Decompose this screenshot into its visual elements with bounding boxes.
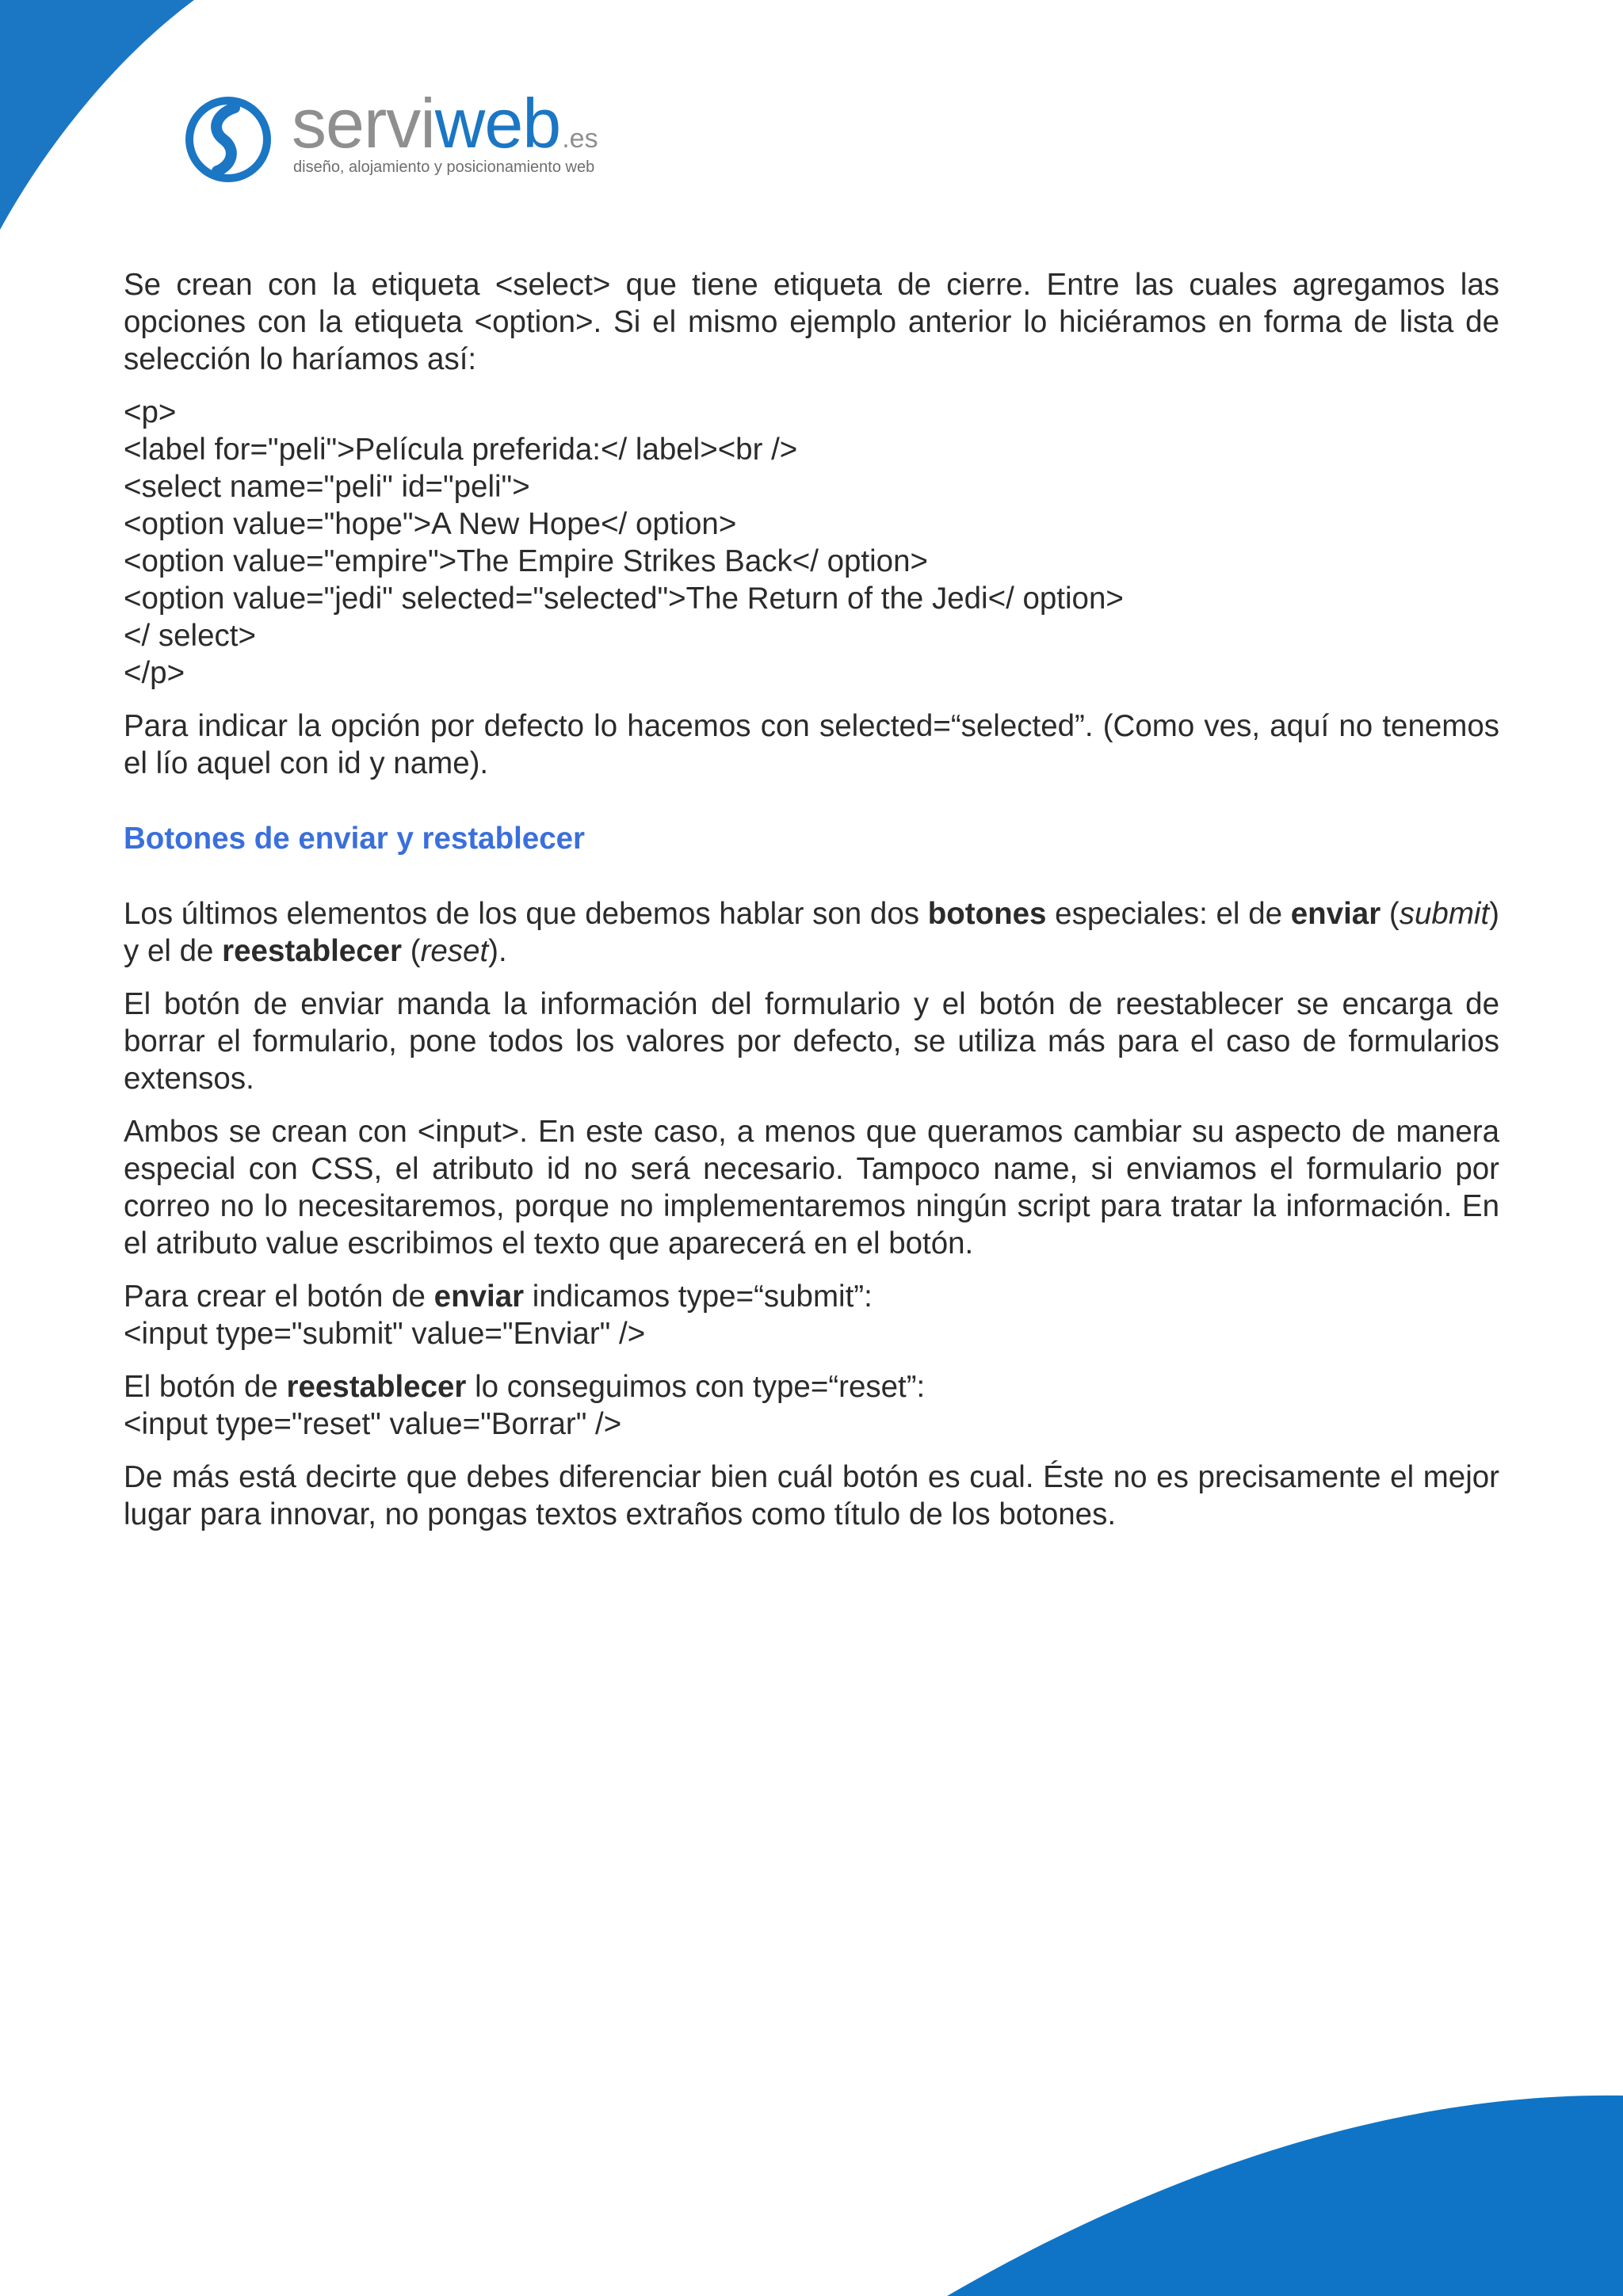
- text-run: Los últimos elementos de los que debemos hablar son dos: [124, 897, 928, 931]
- text-run: ) y el de: [124, 897, 1499, 968]
- reset-paragraph: [124, 1368, 1499, 1443]
- bold-term: enviar: [433, 1280, 525, 1314]
- code-line: </ select>: [124, 619, 256, 653]
- final-paragraph: De más está decirte que debes diferenciar bien cuál botón es cual. Éste no es precisamente el mejor lugar para innovar, no pongas textos extraños como título de los botones.: [124, 1460, 1499, 1531]
- submit-code-line: <input type="submit" value="Enviar" />: [124, 1317, 646, 1351]
- reset-code-line: <input type="reset" value="Borrar" />: [124, 1407, 622, 1441]
- serviweb-logo: [184, 84, 628, 189]
- logo-name-part2: web: [434, 84, 561, 162]
- select-code-example: [124, 394, 1499, 692]
- input-paragraph: Ambos se crean con <input>. En este caso, a menos que queramos cambiar su aspecto de manera especial con CSS, el atributo id no será necesario. Tampoco name, si enviamos el formulario por correo no lo necesitaremos, porque no implementaremos ningún script para tratar la información. En el atributo value escribimos el texto que aparecerá en el botón.: [124, 1115, 1499, 1261]
- section-heading: Botones de enviar y restablecer: [124, 822, 586, 856]
- code-line: <option value="jedi" selected="selected">The Return of the Jedi</ option>: [124, 582, 1124, 616]
- submit-paragraph: [124, 1278, 1499, 1352]
- intro-paragraph: Se crean con la etiqueta <select> que tiene etiqueta de cierre. Entre las cuales agregamos las opciones con la etiqueta <option>. Si el mismo ejemplo anterior lo hiciéramos en forma de lista de selección lo haríamos así:: [124, 268, 1499, 376]
- text-run: Para crear el botón de: [124, 1280, 434, 1314]
- code-line: <p>: [124, 395, 177, 429]
- bold-term: reestablecer: [286, 1370, 467, 1404]
- explain-paragraph: El botón de enviar manda la información del formulario y el botón de reestablecer se encarga de borrar el formulario, pone todos los valores por defecto, se utiliza más para el caso de formularios extensos.: [124, 987, 1499, 1096]
- italic-term: reset: [420, 934, 489, 968]
- buttons-paragraph: [124, 895, 1499, 970]
- text-run: especiales: el de: [1046, 897, 1291, 931]
- code-line: <option value="hope">A New Hope</ option>: [124, 507, 737, 541]
- bold-term: enviar: [1290, 897, 1381, 931]
- default-option-paragraph: Para indicar la opción por defecto lo hacemos con selected=“selected”. (Como ves, aquí no tenemos el lío aquel con id y name).: [124, 709, 1499, 780]
- serviweb-logo-icon: [184, 95, 273, 184]
- code-line: <option value="empire">The Empire Strikes Back</ option>: [124, 544, 928, 578]
- text-run: ).: [488, 934, 507, 968]
- code-line: </p>: [124, 656, 185, 690]
- logo-wordmark: [292, 84, 598, 162]
- code-line: <label for="peli">Película preferida:</ label><br />: [124, 433, 798, 467]
- code-line: <select name="peli" id="peli">: [124, 470, 530, 504]
- logo-name-part1: servi: [292, 84, 435, 162]
- text-run: (: [402, 934, 421, 968]
- text-run: lo conseguimos con type=“reset”:: [466, 1370, 926, 1404]
- bottom-right-corner-swoosh: [947, 2096, 1623, 2296]
- logo-tld: .es: [562, 124, 598, 154]
- logo-tagline: diseño, alojamiento y posicionamiento web: [293, 158, 595, 176]
- document-body: [124, 266, 1499, 1549]
- bold-term: botones: [927, 897, 1047, 931]
- text-run: El botón de: [124, 1370, 287, 1404]
- italic-term: submit: [1399, 897, 1490, 931]
- top-left-corner-swoosh: [0, 0, 194, 230]
- bold-term: reestablecer: [222, 934, 403, 968]
- text-run: indicamos type=“submit”:: [524, 1280, 873, 1314]
- text-run: (: [1381, 897, 1400, 931]
